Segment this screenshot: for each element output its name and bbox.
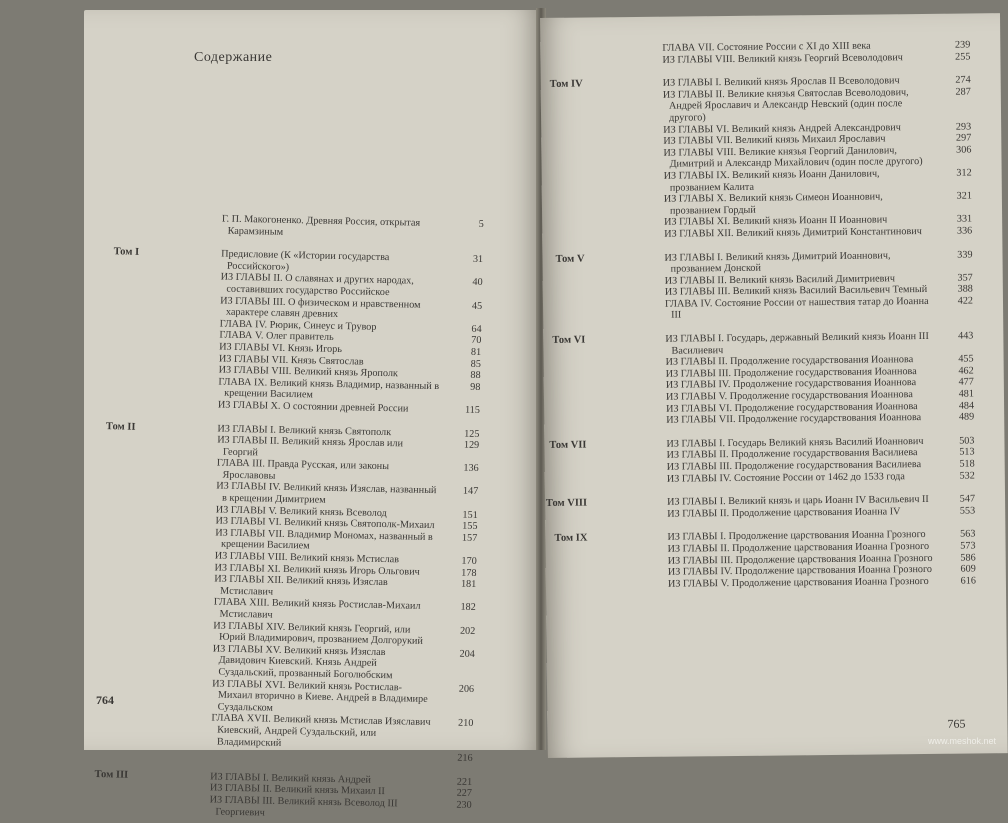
toc-entry-title: ИЗ ГЛАВЫ IV. Продолжение государствования Иоаннова (665, 377, 917, 392)
toc-entry-page: 239 (954, 39, 971, 51)
toc-entry-title: ИЗ ГЛАВЫ IV. Продолжение царствования Иоанна Грозного (667, 564, 933, 578)
toc-entry-page: 586 (960, 552, 976, 564)
toc-list-right (545, 39, 976, 590)
toc-entry (148, 212, 484, 242)
toc-entry-title: ИЗ ГЛАВЫ VIII. Великий князь Георгий Всеволодович (662, 51, 903, 66)
toc-entry-page: 81 (470, 346, 482, 358)
toc-entry-page: 155 (462, 520, 478, 533)
toc-entry-page: 489 (958, 411, 975, 423)
toc-entry-title: ГЛАВА V. Олег правитель (219, 329, 334, 344)
toc-entry-page: 532 (959, 470, 975, 482)
toc-entry-title: ГЛАВА IV. Рюрик, Синеус и Трувор (219, 318, 377, 333)
toc-entry-page: 202 (459, 625, 476, 637)
toc-entry-title: ИЗ ГЛАВЫ X. О состоянии древней России (217, 399, 409, 415)
toc-entry-title: ИЗ ГЛАВЫ VI. Великий князь Андрей Александрович (663, 121, 901, 136)
toc-entry-title: ИЗ ГЛАВЫ VI. Князь Игорь (219, 341, 343, 356)
toc-entry-title: Г. П. Макогоненко. Древняя Россия, открытая Карамзиным (221, 213, 421, 238)
toc-entry-page: 306 (956, 144, 972, 156)
toc-entry-page: 216 (457, 752, 473, 765)
toc-entry-title: ИЗ ГЛАВЫ XI. Великий князь Игорь Ольгович (214, 562, 420, 578)
toc-entry-page: 70 (471, 335, 482, 347)
toc-entry (137, 711, 474, 753)
toc-entry-page: 609 (960, 563, 976, 575)
toc-entry-title: ИЗ ГЛАВЫ I. Великий князь Димитрий Иоаннович, прозванием Донской (664, 249, 891, 275)
toc-entry-page: 255 (955, 51, 971, 63)
toc-entry-title: ИЗ ГЛАВЫ VII. Владимир Мономах, названный в крещении Василием (215, 527, 433, 552)
toc-entry-page: 547 (959, 493, 976, 505)
toc-entry-title: ИЗ ГЛАВЫ XIV. Великий князь Георгий, или Юрий Владимирович, прозванием Долгорукий (213, 620, 424, 648)
toc-entry-title: ИЗ ГЛАВЫ V. Великий князь Всеволод (215, 504, 387, 519)
toc-entry-title: ИЗ ГЛАВЫ VII. Продолжение государствования Иоаннова (666, 412, 922, 426)
toc-entry-title: ИЗ ГЛАВЫ II. Великий князь Ярослав или Георгий (217, 434, 404, 459)
volume-label-text: Том III (94, 768, 129, 781)
toc-entry-title: ИЗ ГЛАВЫ III. Великий князь Василий Васильевич Темный (664, 284, 928, 298)
toc-entry-page: 85 (470, 358, 482, 370)
toc-entry-page: 157 (461, 532, 478, 544)
toc-entry-page: 129 (463, 439, 480, 452)
toc-entry-page: 88 (470, 369, 481, 382)
toc-entry-page: 274 (955, 74, 971, 86)
toc-entry-page: 125 (464, 428, 480, 440)
toc-entry-page: 293 (955, 121, 972, 133)
toc-entry-page: 204 (459, 648, 475, 660)
toc-entry-title: ИЗ ГЛАВЫ X. Великий князь Симеон Иоаннович, прозванием Гордый (663, 191, 883, 217)
toc-entry-page: 170 (461, 555, 477, 567)
toc-entry (591, 86, 971, 125)
toc-entry-title: ИЗ ГЛАВЫ XVI. Великий князь Ростислав-Михаил вторично в Киеве. Андрей в Владимире Суздальском (212, 678, 428, 714)
volume-label-text: Том V (555, 253, 585, 265)
toc-entry-page: 287 (955, 86, 971, 98)
toc-entry-title: ИЗ ГЛАВЫ I. Великий князь Андрей (210, 771, 372, 786)
toc-entry-page: 5 (478, 218, 484, 231)
toc-entry-page: 147 (462, 486, 479, 498)
toc-entry-title: ГЛАВА IX. Великий князь Владимир, названный в крещении Василием (218, 376, 440, 401)
toc-entry-title: ИЗ ГЛАВЫ XII. Великий князь Изяслав Мстиславич (214, 573, 388, 598)
toc-entry-title: ИЗ ГЛАВЫ V. Продолжение царствования Иоанна Грозного (667, 575, 929, 590)
volume-label-text: Том II (105, 420, 136, 433)
toc-entry-title: ИЗ ГЛАВЫ III. О физическом и нравственном характере славян древних (220, 295, 421, 321)
toc-entry-title: ИЗ ГЛАВЫ VII. Князь Святослав (218, 353, 364, 368)
right-page (540, 13, 1008, 758)
toc-entry-page: 297 (955, 132, 972, 144)
volume-label-text: Том VI (552, 334, 586, 346)
toc-entry-page: 321 (956, 190, 972, 202)
toc-entry-page: 210 (457, 717, 474, 730)
toc-entry-title: ИЗ ГЛАВЫ I. Великий князь Святополк (217, 423, 392, 438)
toc-entry-page: 64 (471, 323, 482, 335)
watermark: www.meshok.net (927, 736, 996, 746)
toc-entry-title: ГЛАВА XVII. Великий князь Мстислав Изяславич Киевский, Андрей Суздальский, или Владимирский (211, 712, 431, 749)
toc-entry-title: ГЛАВА VII. Состояние России с XI до XIII века (662, 40, 871, 54)
volume-label-text: Том IV (549, 78, 583, 91)
toc-entry-page: 616 (960, 575, 976, 587)
toc-entry-page: 136 (463, 462, 479, 475)
toc-entry-page: 151 (462, 509, 478, 521)
toc-entry-title: ИЗ ГЛАВЫ I. Великий князь и царь Иоанн IV Васильевич II (667, 494, 929, 508)
toc-entry-title: ИЗ ГЛАВЫ II. Великие князья Святослав Всеволодович, Андрей Ярославич и Александр Невский (один после другого) (662, 86, 909, 124)
toc-entry (593, 295, 973, 322)
toc-entry-title: ИЗ ГЛАВЫ I. Великий князь Ярослав II Всеволодович (662, 75, 900, 89)
toc-entry-page: 45 (471, 300, 483, 312)
volume-label-text: Том I (113, 246, 140, 259)
toc-entry-title: ИЗ ГЛАВЫ II. Великий князь Василий Димитриевич (664, 272, 896, 287)
toc-entry-title: ИЗ ГЛАВЫ I. Продолжение царствования Иоанна Грозного (667, 529, 926, 544)
toc-entry-title: ИЗ ГЛАВЫ I. Государь, державный Великий князь Иоанн III Василиевич (665, 331, 929, 357)
toc-entry-title: ИЗ ГЛАВЫ III. Великий князь Всеволод III Георгиевич (209, 794, 398, 819)
toc-entry-title: ИЗ ГЛАВЫ VII. Великий князь Михаил Ярославич (663, 133, 886, 147)
toc-entry-page: 206 (458, 683, 475, 695)
toc-entry-page: 230 (456, 799, 472, 811)
toc-entry-title: ИЗ ГЛАВЫ III. Продолжение государствования Василиева (666, 459, 922, 473)
toc-entry-page: 40 (472, 277, 483, 289)
volume-label-text: Том VII (549, 439, 587, 451)
toc-entry-title: ГЛАВА IV. Состояние России от нашествия татар до Иоанна III (664, 295, 929, 322)
toc-entry-title: ИЗ ГЛАВЫ II. Продолжение царствования Иоанна Грозного (667, 540, 930, 555)
toc-entry-page: 312 (956, 167, 972, 179)
page-number-right: 765 (947, 716, 966, 731)
toc-entry-title: ГЛАВА XIII. Великий князь Ростислав-Михаил Мстиславич (213, 596, 421, 621)
toc-entry-page: 443 (958, 330, 974, 342)
toc-entry-title: ИЗ ГЛАВЫ VIII. Великие князья Георгий Данилович, Димитрий и Александр Михайлович (один после другого) (663, 145, 923, 170)
toc-entry-title: ИЗ ГЛАВЫ VI. Продолжение государствования Иоаннова (666, 400, 918, 415)
toc-entry-page: 563 (960, 528, 976, 541)
toc-entry-page: 388 (957, 283, 973, 295)
toc-entry-title: ИЗ ГЛАВЫ II. Продолжение государствования Иоаннова (665, 354, 914, 368)
toc-entry-title: ИЗ ГЛАВЫ II. Продолжение царствования Иоанна IV (667, 506, 901, 520)
toc-entry-title: ИЗ ГЛАВЫ III. Продолжение государствования Иоаннова (665, 365, 917, 380)
toc-entry-page: 518 (959, 458, 975, 470)
toc-entry-page: 31 (472, 254, 484, 266)
toc-entry-page: 481 (958, 388, 975, 400)
toc-entry-title: ИЗ ГЛАВЫ II. О славянах и других народах, составивших государство Российское (220, 271, 414, 299)
toc-entry-title: ИЗ ГЛАВЫ VIII. Великий князь Мстислав (214, 550, 400, 566)
toc-entry-page: 181 (460, 578, 477, 591)
toc-entry-page: 503 (959, 435, 975, 447)
toc-entry-page: 98 (470, 381, 481, 393)
toc-entry-page: 182 (460, 602, 476, 614)
toc-entry-title: ИЗ ГЛАВЫ I. Государь Великий князь Василий Иоаннович (666, 435, 924, 450)
toc-entry-page: 336 (956, 225, 973, 237)
left-page (84, 10, 540, 819)
toc-entry-title: ИЗ ГЛАВЫ IV. Состояние России от 1462 до 1533 года (666, 470, 905, 485)
toc-entry-title: ИЗ ГЛАВЫ XII. Великий князь Димитрий Константинович (664, 225, 922, 240)
toc-entry-title: ИЗ ГЛАВЫ XV. Великий князь Изяслав Давидович Киевский. Князь Андрей Суздальский, прозванный Боголюбским (212, 643, 393, 682)
page-title: Содержание (194, 50, 273, 65)
toc-entry-title: ИЗ ГЛАВЫ III. Продолжение царствования Иоанна Грозного (667, 552, 933, 567)
toc-entry-title: ИЗ ГЛАВЫ V. Продолжение государствования Иоаннова (665, 389, 913, 403)
toc-entry-title: ИЗ ГЛАВЫ II. Продолжение государствования Василиева (666, 447, 918, 462)
toc-entry-title: ИЗ ГЛАВЫ VIII. Великий князь Ярополк (218, 364, 399, 380)
toc-entry-page: 462 (958, 365, 974, 377)
toc-entry-page: 227 (456, 787, 473, 800)
toc-entry-page: 357 (957, 272, 973, 284)
toc-entry-page: 513 (959, 446, 975, 459)
toc-entry-page: 573 (960, 540, 976, 552)
toc-entry-title: ИЗ ГЛАВЫ XI. Великий князь Иоанн II Иоаннович (664, 214, 888, 229)
page-number-left: 764 (96, 693, 114, 707)
toc-entry-title: ИЗ ГЛАВЫ VI. Великий князь Святополк-Михаил (215, 515, 435, 532)
toc-entry-page: 221 (456, 776, 473, 788)
toc-entry-page: 455 (958, 353, 974, 365)
toc-entry-page: 331 (956, 213, 973, 225)
toc-entry-page: 553 (959, 505, 976, 517)
toc-entry-page: 115 (464, 404, 481, 416)
toc-entry-title: ИЗ ГЛАВЫ II. Великий князь Михаил II (209, 782, 385, 798)
toc-entry-page: 484 (958, 400, 975, 412)
toc-entry-title: ИЗ ГЛАВЫ IX. Великий князь Иоанн Данилович, прозванием Калита (663, 168, 880, 194)
toc-entry-page: 477 (958, 376, 974, 389)
toc-entry-page: 422 (957, 295, 974, 307)
toc-entry-title: ГЛАВА III. Правда Русская, или законы Ярославовы (216, 457, 390, 482)
toc-entry-page: 339 (957, 248, 973, 261)
volume-label-text: Том IX (554, 532, 588, 545)
toc-entry-page: 178 (461, 567, 477, 579)
volume-label-text: Том VIII (545, 497, 588, 510)
toc-entry-title: ИЗ ГЛАВЫ IV. Великий князь Изяслав, названный в крещении Димитрием (216, 480, 437, 506)
toc-entry-title: Предисловие (К «Истории государства Российского») (221, 248, 390, 273)
